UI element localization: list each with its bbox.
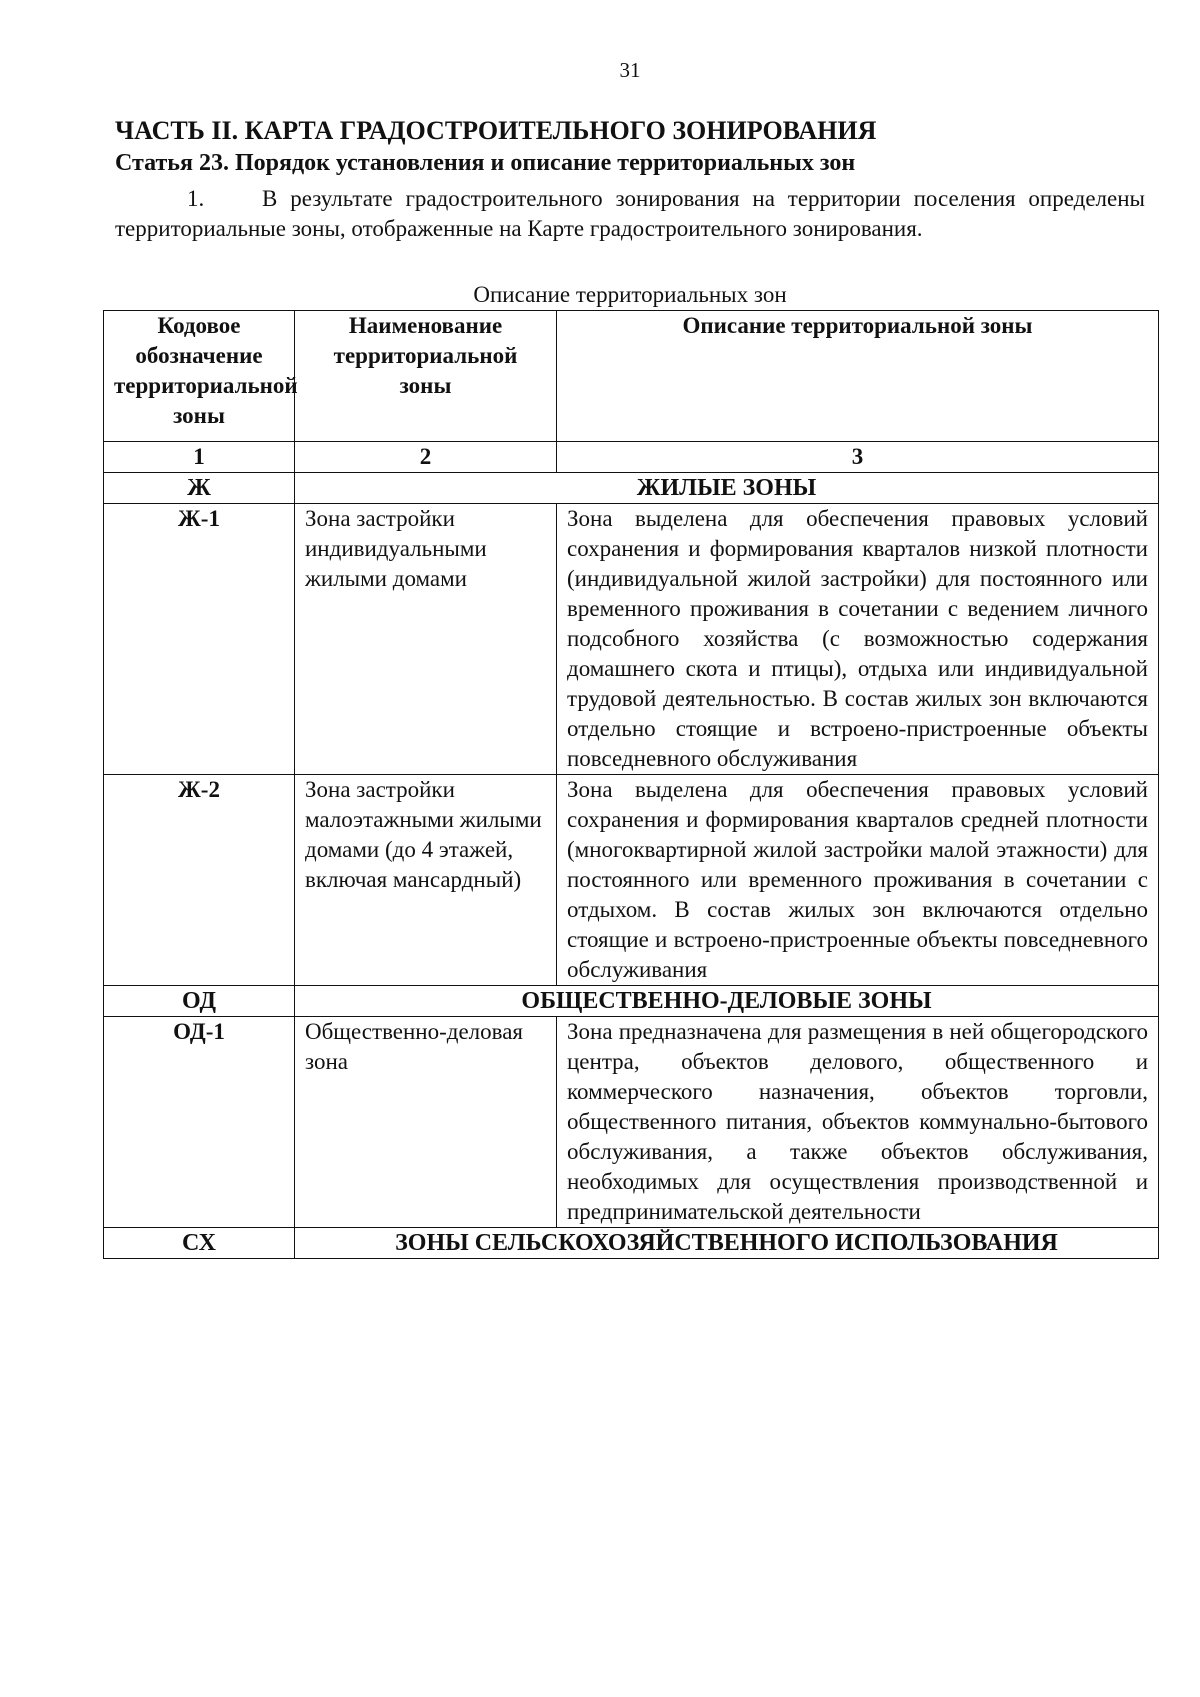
header-code: Кодовое обозначение территориальной зоны <box>104 311 295 442</box>
zone-name: Общественно-деловая зона <box>295 1017 557 1228</box>
table-row <box>104 1017 1159 1228</box>
group-title: ОБЩЕСТВЕННО-ДЕЛОВЫЕ ЗОНЫ <box>295 986 1159 1017</box>
group-code: СХ <box>104 1228 295 1259</box>
zone-name: Зона застройки малоэтажными жилыми домами (до 4 этажей, включая мансардный) <box>295 775 557 986</box>
group-code: ОД <box>104 986 295 1017</box>
table-caption: Описание территориальных зон <box>473 282 787 307</box>
group-row-agricultural <box>104 1228 1159 1259</box>
group-code: Ж <box>104 473 295 504</box>
zones-table <box>103 310 1159 1259</box>
group-title: ЖИЛЫЕ ЗОНЫ <box>295 473 1159 504</box>
paragraph-text: В результате градостроительного зонирования на территории поселения определены территориальные зоны, отображенные на Карте градостроительного зонирования. <box>115 186 1145 241</box>
table-row <box>104 504 1159 775</box>
zone-name: Зона застройки индивидуальными жилыми домами <box>295 504 557 775</box>
zone-code: Ж-2 <box>104 775 295 986</box>
column-number: 3 <box>557 442 1159 473</box>
table-header-row <box>104 311 1159 442</box>
zone-description: Зона выделена для обеспечения правовых условий сохранения и формирования кварталов низкой плотности (индивидуальной жилой застройки) для постоянного или временного проживания в сочетании с ведением личного подсобного хозяйства (с возможностью содержания домашнего скота и птицы), отдыха или индивидуальной трудовой деятельностью. В состав жилых зон включаются отдельно стоящие и встроено-пристроенные объекты повседневного обслуживания <box>557 504 1159 775</box>
article-heading: Статья 23. Порядок установления и описание территориальных зон <box>115 150 856 176</box>
page-number: 31 <box>619 58 641 82</box>
group-title: ЗОНЫ СЕЛЬСКОХОЗЯЙСТВЕННОГО ИСПОЛЬЗОВАНИЯ <box>295 1228 1159 1259</box>
zone-code: Ж-1 <box>104 504 295 775</box>
part-heading: ЧАСТЬ II. КАРТА ГРАДОСТРОИТЕЛЬНОГО ЗОНИРОВАНИЯ <box>115 116 877 145</box>
table-row <box>104 775 1159 986</box>
zone-description: Зона выделена для обеспечения правовых условий сохранения и формирования кварталов средней плотности (многоквартирной жилой застройки малой этажности) для постоянного или временного проживания в сочетании с отдыхом. В состав жилых зон включаются отдельно стоящие и встроено-пристроенные объекты повседневного обслуживания <box>557 775 1159 986</box>
group-row-residential <box>104 473 1159 504</box>
header-name: Наименование территориальной зоны <box>295 311 557 442</box>
column-number: 1 <box>104 442 295 473</box>
zone-description: Зона предназначена для размещения в ней общегородского центра, объектов делового, общественного и коммерческого назначения, объектов торговли, общественного питания, объектов коммунально-бытового обслуживания, а также объектов обслуживания, необходимых для осуществления производственной и предпринимательской деятельности <box>557 1017 1159 1228</box>
paragraph-number: 1. <box>187 186 205 211</box>
column-number-row <box>104 442 1159 473</box>
column-number: 2 <box>295 442 557 473</box>
zone-code: ОД-1 <box>104 1017 295 1228</box>
intro-paragraph <box>115 184 1145 244</box>
header-description: Описание территориальной зоны <box>557 311 1159 442</box>
group-row-public-business <box>104 986 1159 1017</box>
